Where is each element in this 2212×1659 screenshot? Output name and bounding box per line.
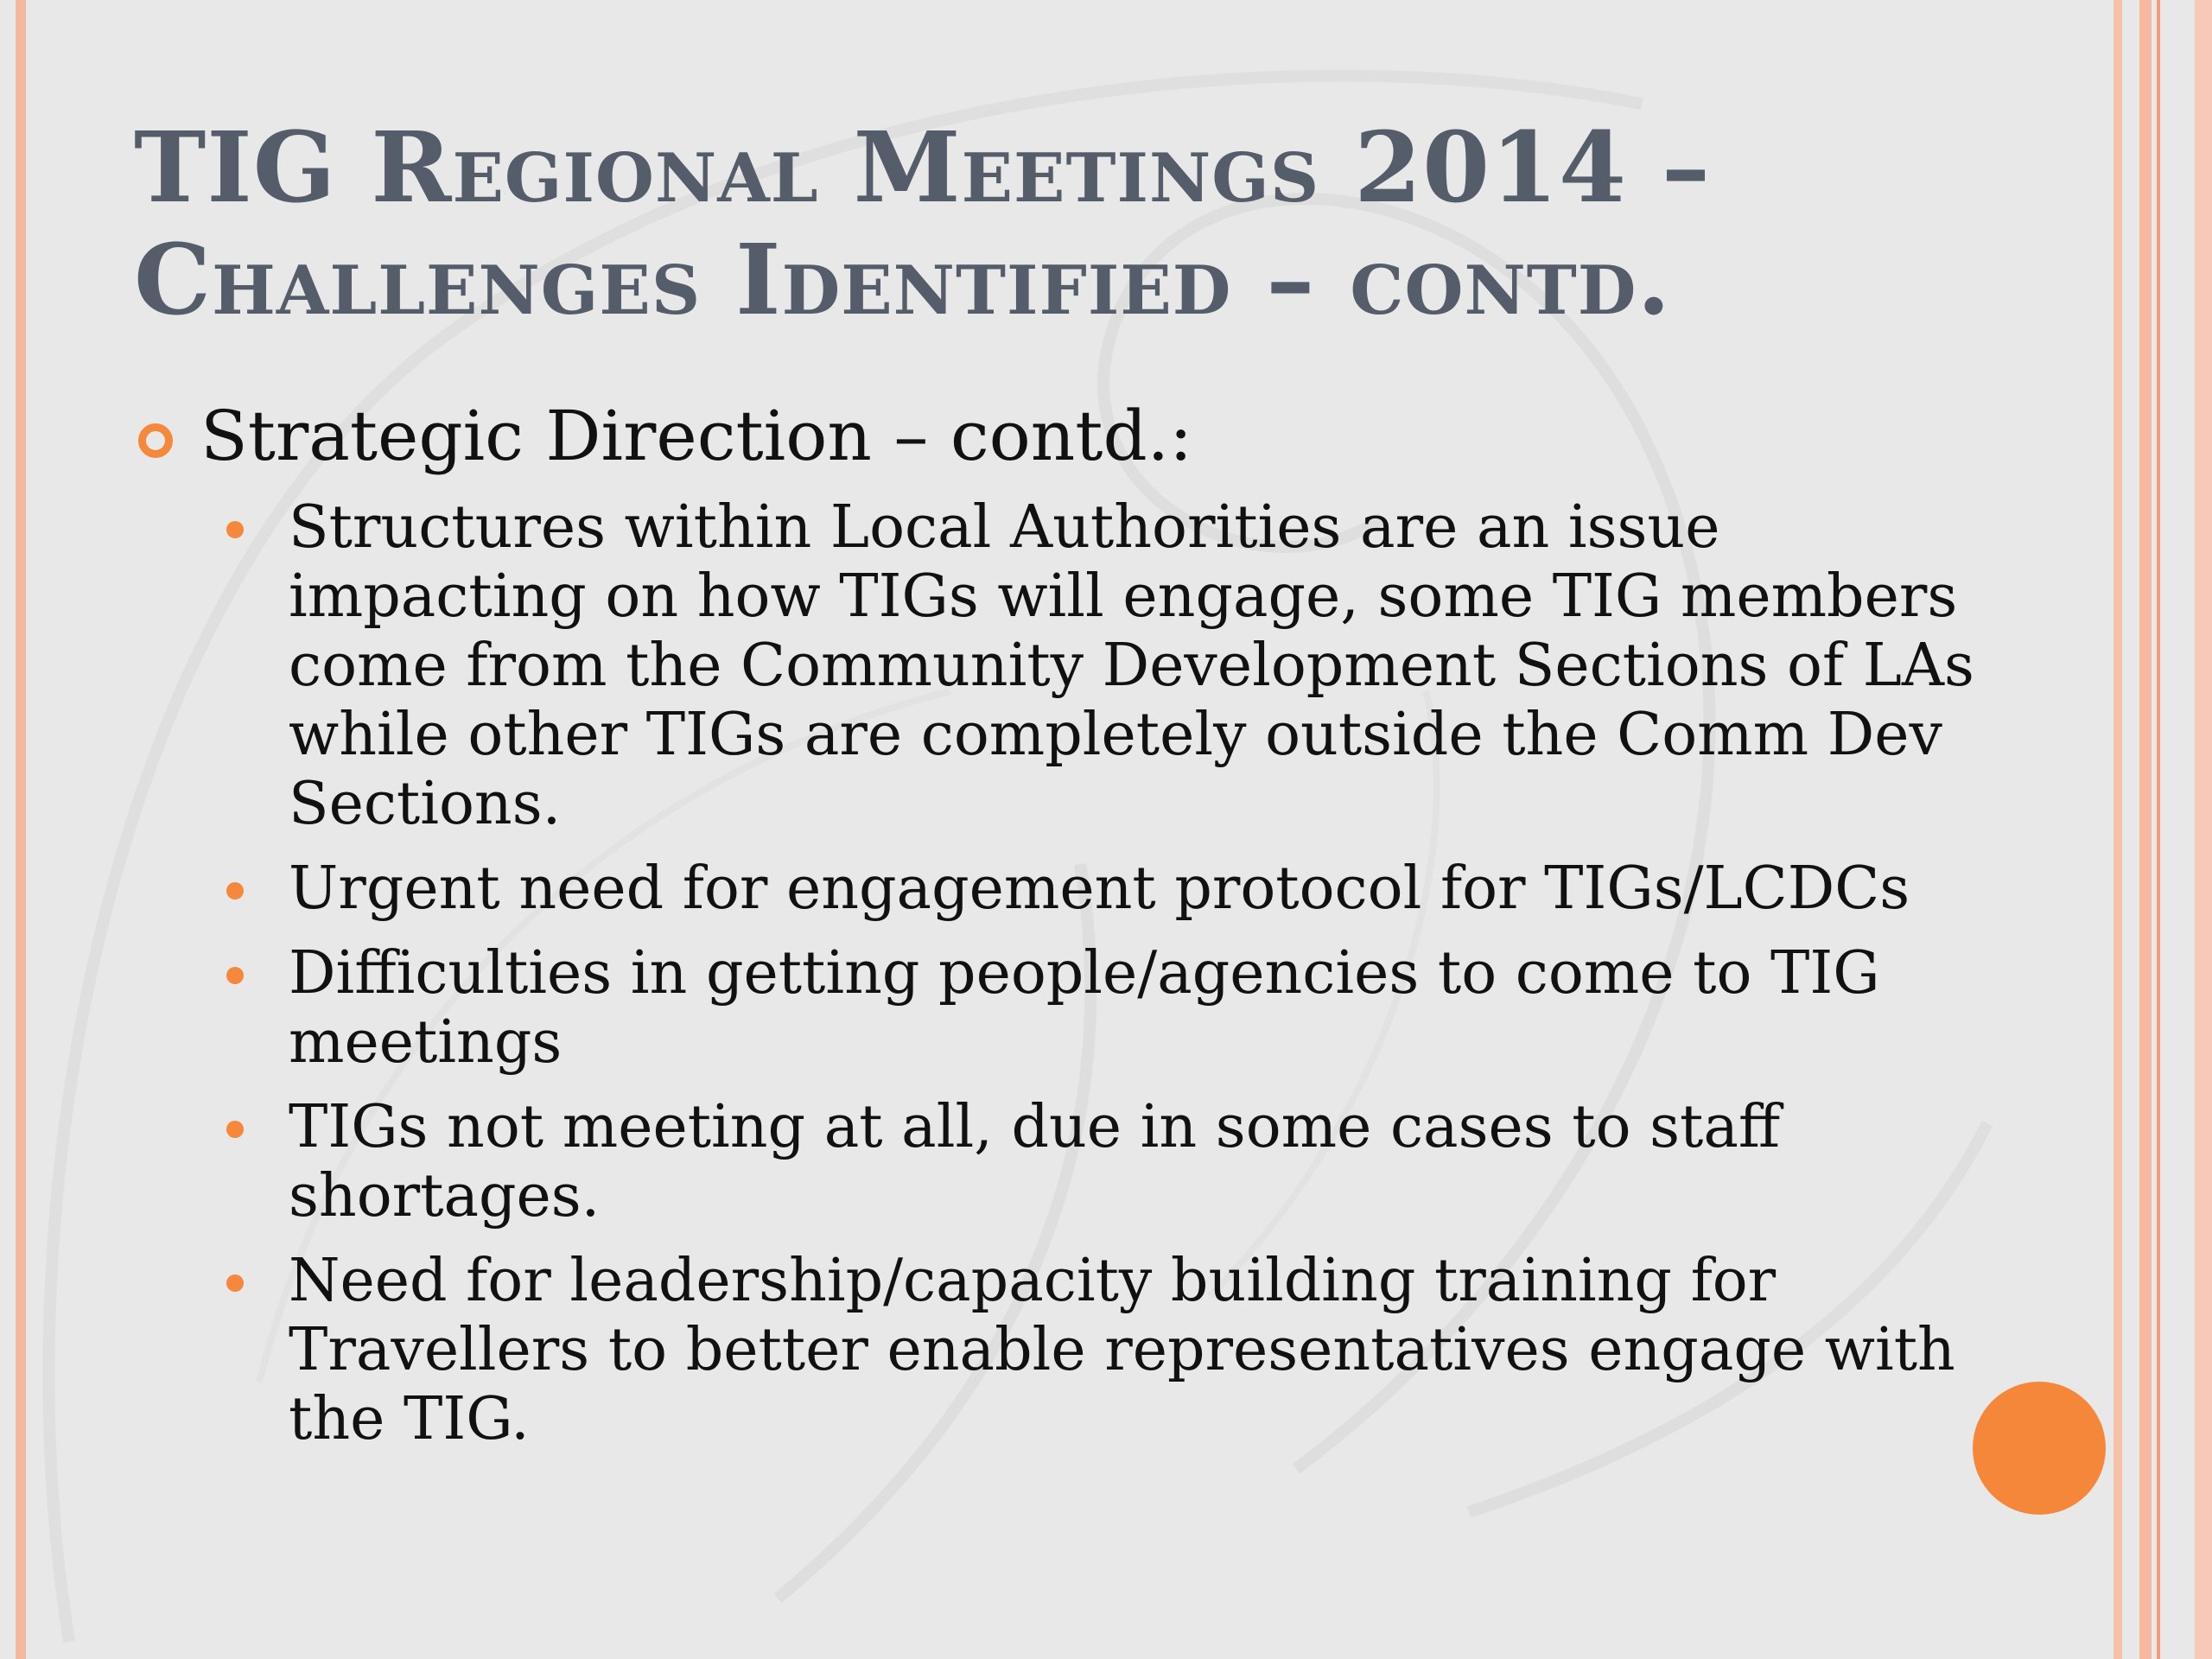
sub-bullet-line: the TIG.: [289, 1385, 530, 1453]
orange-circle-decoration: [1973, 1382, 2106, 1515]
bullet-label: Strategic Direction – contd.:: [200, 396, 1193, 476]
sub-bullet-line: meetings: [289, 1008, 563, 1077]
sub-bullet-item: [130, 939, 1987, 1077]
left-border-stripe: [16, 0, 26, 1659]
dot-bullet-icon: [226, 521, 244, 538]
sub-bullet-text: [289, 855, 1987, 924]
slide-body: [130, 393, 1987, 1470]
bullet-strategic-direction: [130, 393, 1987, 480]
sub-bullet-line: Travellers to better enable representatives engage with: [289, 1316, 1955, 1384]
ring-bullet-icon: [138, 423, 173, 458]
right-border-stripe: [2195, 0, 2212, 1659]
sub-bullet-line: TIGs not meeting at all, due in some cases to staff: [289, 1093, 1781, 1161]
sub-bullet-text: [289, 1247, 1987, 1454]
sub-bullet-line: shortages.: [289, 1162, 601, 1230]
sub-bullet-item: [130, 855, 1987, 924]
dot-bullet-icon: [226, 882, 244, 899]
sub-bullet-line: Structures within Local Authorities are an issue: [289, 493, 1720, 562]
dot-bullet-icon: [226, 1274, 244, 1292]
sub-bullet-text: [289, 1093, 1987, 1231]
sub-bullet-text: [289, 939, 1987, 1077]
sub-bullet-line: Sections.: [289, 770, 562, 838]
sub-bullet-line: while other TIGs are completely outside the Comm Dev: [289, 701, 1942, 769]
slide-title-line: Challenges Identified – contd.: [134, 224, 1672, 337]
sub-bullet-text: [289, 493, 1987, 839]
sub-bullet-line: come from the Community Development Sections of LAs: [289, 632, 1974, 700]
sub-bullet-line: Urgent need for engagement protocol for TIGs/LCDCs: [289, 855, 1910, 923]
sub-bullet-item: [130, 493, 1987, 839]
sub-bullet-line: impacting on how TIGs will engage, some TIG members: [289, 563, 1958, 631]
sub-bullet-line: Need for leadership/capacity building training for: [289, 1247, 1777, 1315]
slide-title: [134, 112, 2035, 337]
dot-bullet-icon: [226, 967, 244, 984]
right-border-stripe: [2157, 0, 2160, 1659]
dot-bullet-icon: [226, 1121, 244, 1138]
sub-bullet-list: [130, 493, 1987, 1454]
sub-bullet-item: [130, 1247, 1987, 1454]
sub-bullet-line: Difficulties in getting people/agencies to come to TIG: [289, 939, 1880, 1007]
right-border-stripe: [2113, 0, 2122, 1659]
right-border-stripe: [2139, 0, 2152, 1659]
slide-title-line: TIG Regional Meetings 2014 –: [134, 111, 1711, 225]
sub-bullet-item: [130, 1093, 1987, 1231]
